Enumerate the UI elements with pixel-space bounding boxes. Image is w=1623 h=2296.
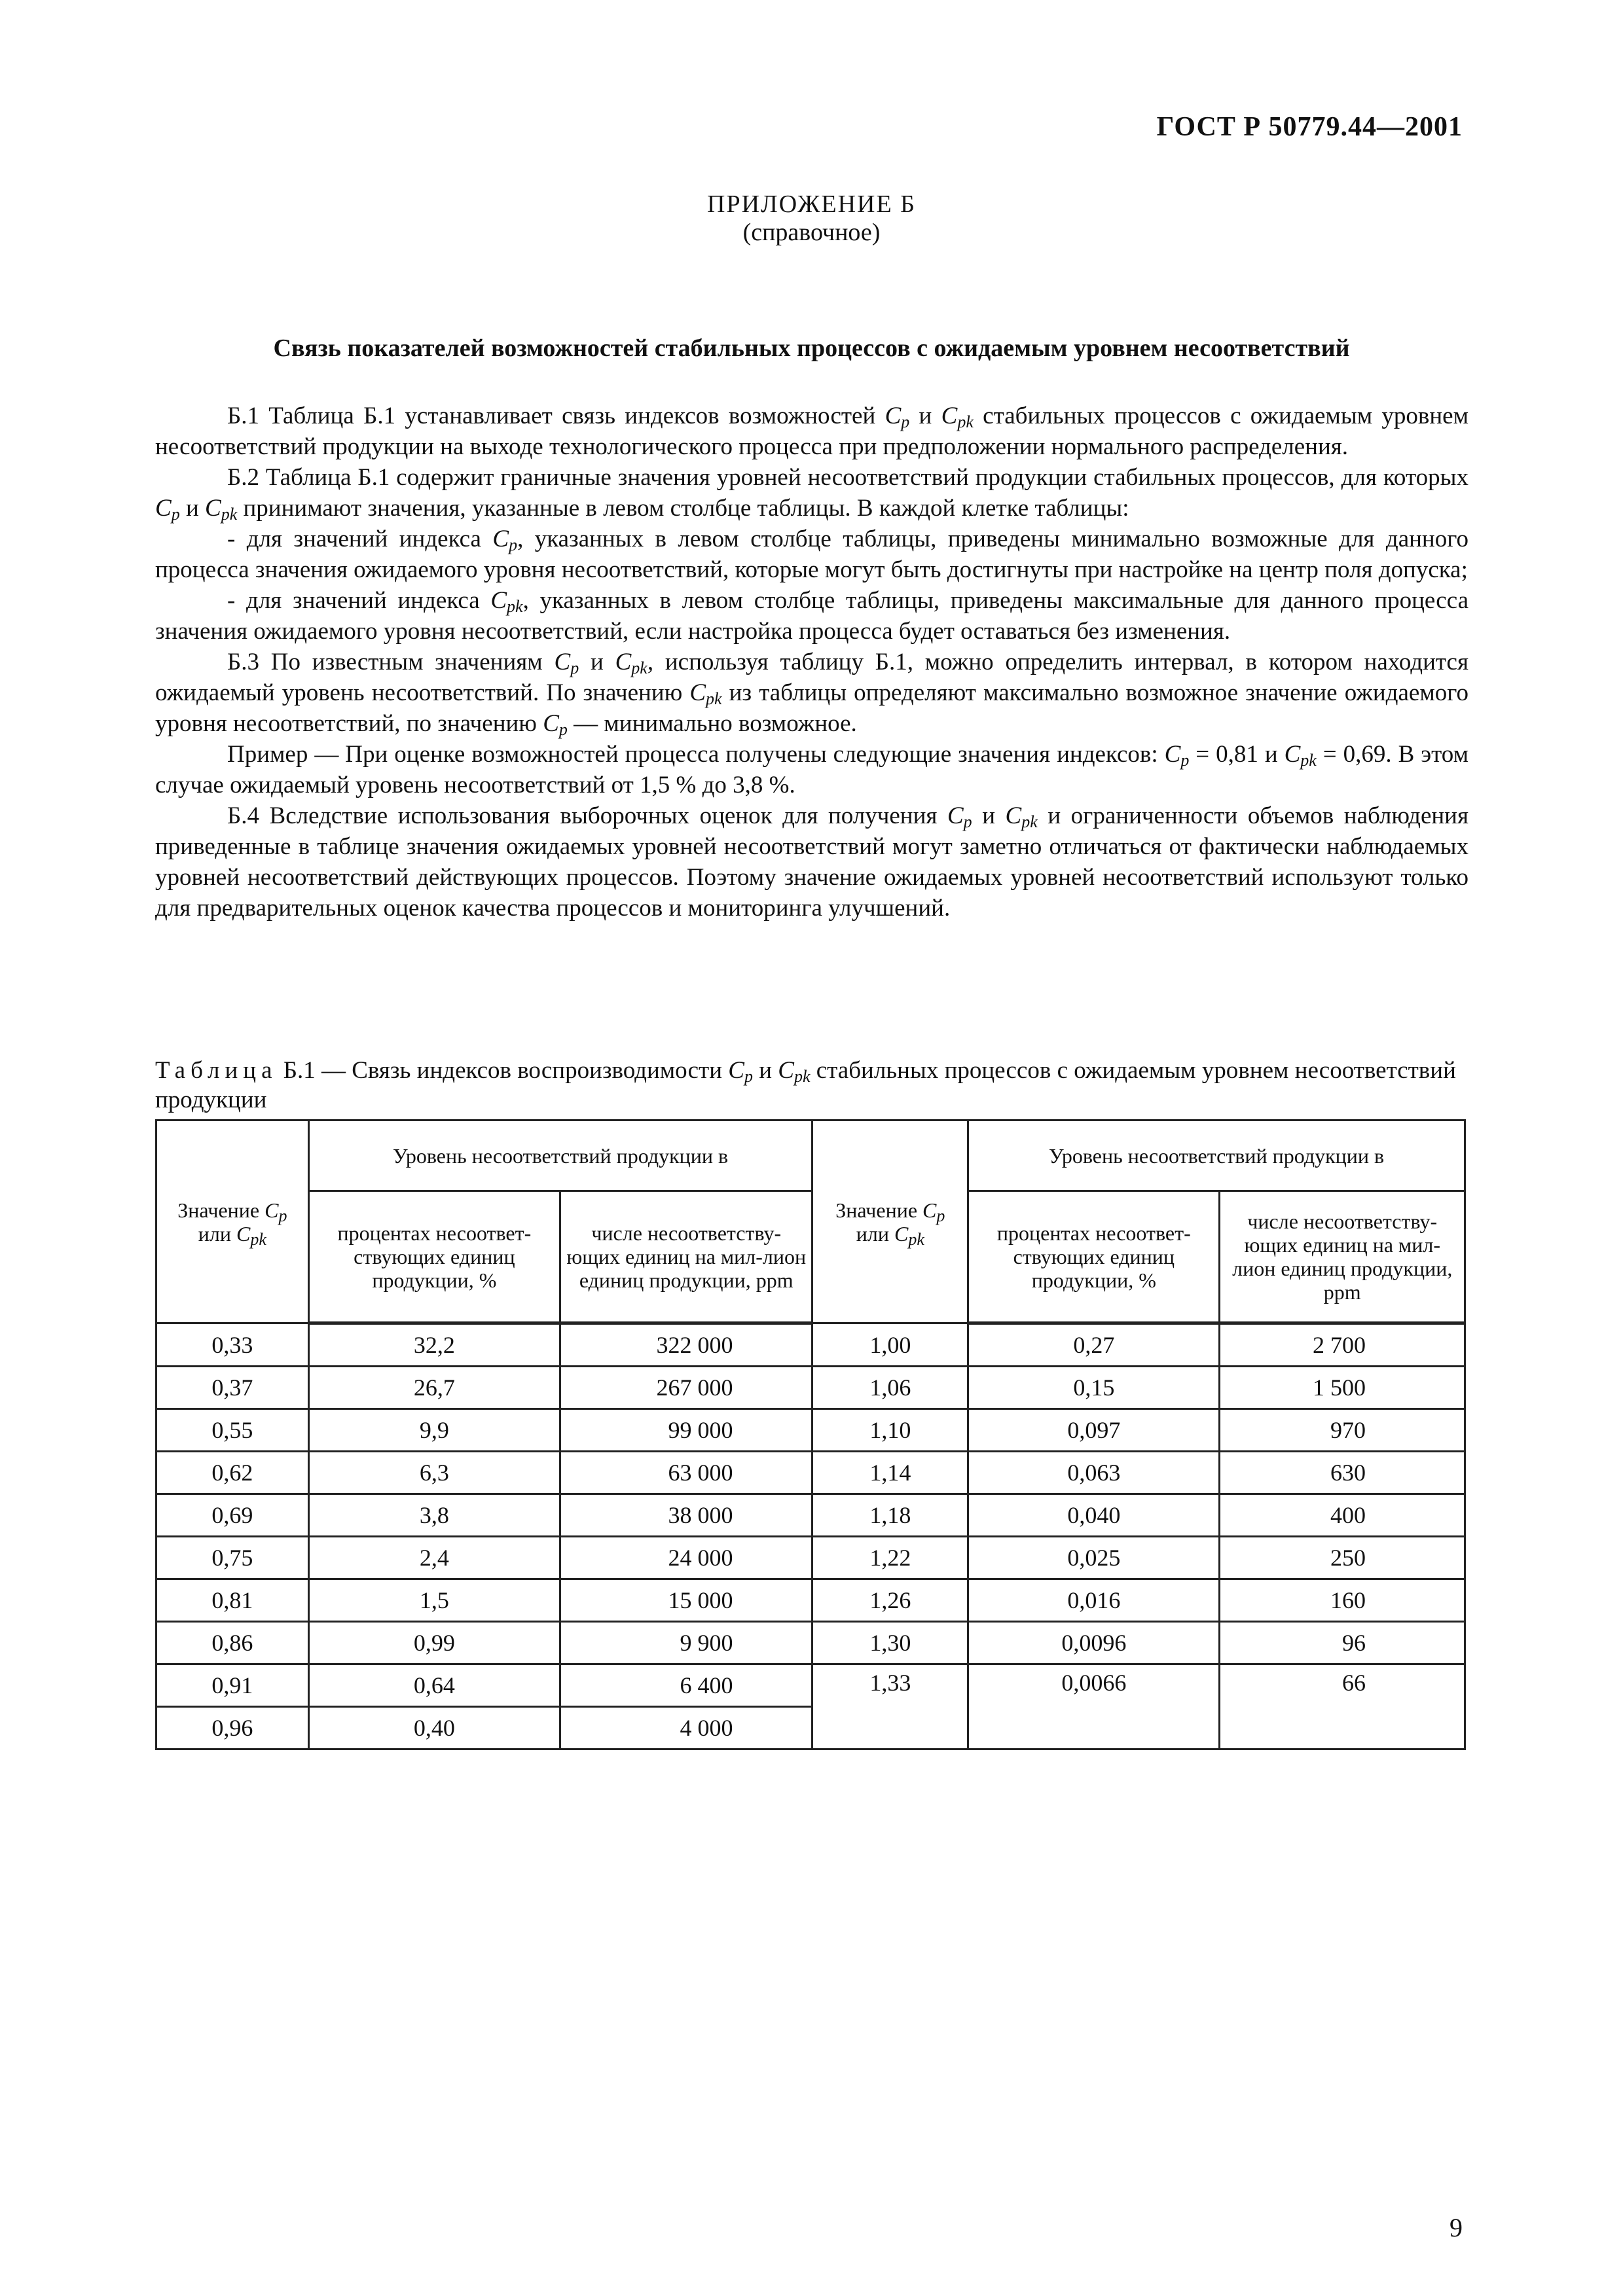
cell-value: 0,69	[156, 1494, 309, 1537]
table-row	[156, 1323, 1465, 1367]
list-item-cp: - для значений индекса $C_p$, указанных в левом столбце таблицы, приведены минимально возможные для данного процесса значения ожидаемого уровня несоответствий, которые могут быть достигнуты при настройке на центр поля допуска;	[155, 526, 1468, 583]
table-row	[156, 1579, 1465, 1622]
header-percent-left: процентах несоответ-ствующих единиц продукции, %	[308, 1191, 560, 1323]
paragraph-example: Пример — При оценке возможностей процесса получены следующие значения индексов: $C_p = 0,81$ и $C_{pk} = 0,69$. В этом случае ожидаемый уровень несоответствий от 1,5 % до 3,8 %.	[155, 741, 1469, 798]
cell-ppm: 2 700	[1220, 1323, 1465, 1367]
cell-value: 0,37	[156, 1367, 309, 1409]
cell-percent: 6,3	[308, 1452, 560, 1494]
cell-value: 1,18	[812, 1494, 968, 1537]
cell-ppm: 630	[1220, 1452, 1465, 1494]
page-number: 9	[1450, 2213, 1463, 2242]
cell-percent: 2,4	[308, 1537, 560, 1579]
header-value-left: Значение $C_p$ или $C_{pk}$	[156, 1121, 309, 1323]
cell-ppm: 63 000	[560, 1452, 812, 1494]
cell-value: 1,30	[812, 1622, 968, 1664]
cell-percent: 0,097	[968, 1409, 1220, 1452]
symbol-cpk: $C_{pk}$	[490, 587, 523, 616]
symbol-cpk: $C_{pk}$	[941, 403, 974, 431]
cell-ppm: 400	[1220, 1494, 1465, 1537]
cell-value: 0,86	[156, 1622, 309, 1664]
cell-value: 1,26	[812, 1579, 968, 1622]
symbol-cp: $C_p$	[884, 403, 910, 431]
paragraph-b3: Б.3 По известным значениям $C_p$ и $C_{pk}$, используя таблицу Б.1, можно определить интервал, в котором находится ожидаемый уровень несоответствий. По значению $C_{pk}$ из таблицы определяют максимально возможное значение ожидаемого уровня несоответствий, по значению $C_p$ — минимально возможное.	[155, 649, 1468, 739]
document-standard-number: ГОСТ Р 50779.44—2001	[1156, 112, 1463, 142]
cell-percent: 0,040	[968, 1494, 1220, 1537]
table-caption: Таблица Б.1 — Связь индексов воспроизводимости $C_p$ и $C_{pk}$ стабильных процессов с ожидаемым уровнем несоответствий продукции	[155, 1057, 1456, 1113]
body-text	[155, 401, 1468, 924]
cell-value: 1,06	[812, 1367, 968, 1409]
symbol-cp: $C_p$	[947, 802, 972, 831]
symbol-cp: $C_p$	[543, 710, 568, 739]
cell-value: 1,14	[812, 1452, 968, 1494]
cell-ppm: 160	[1220, 1579, 1465, 1622]
appendix-title: ПРИЛОЖЕНИЕ Б	[707, 190, 916, 218]
header-ppm-left: числе несоответству-ющих единиц на мил-лион единиц продукции, ppm	[560, 1191, 812, 1323]
symbol-cpk: $C_{pk}$	[689, 679, 722, 708]
header-value-right: Значение $C_p$ или $C_{pk}$	[812, 1121, 968, 1323]
symbol-cpk: $C_{pk}$	[778, 1057, 811, 1086]
symbol-cpk: $C_{pk}$	[1284, 741, 1317, 770]
cell-percent: 0,27	[968, 1323, 1220, 1367]
paragraph-b1: Б.1 Таблица Б.1 устанавливает связь индексов возможностей $C_p$ и $C_{pk}$ стабильных процессов с ожидаемым уровнем несоответствий продукции на выходе технологического процесса при предположении нормального распределения.	[155, 403, 1469, 460]
cell-percent: 3,8	[308, 1494, 560, 1537]
cell-value: 0,55	[156, 1409, 309, 1452]
cell-ppm: 66	[1220, 1664, 1465, 1749]
table-row	[156, 1494, 1465, 1537]
cell-ppm: 99 000	[560, 1409, 812, 1452]
cell-ppm: 267 000	[560, 1367, 812, 1409]
cell-ppm: 970	[1220, 1409, 1465, 1452]
cell-percent: 32,2	[308, 1323, 560, 1367]
cell-percent: 0,016	[968, 1579, 1220, 1622]
cell-ppm: 6 400	[560, 1664, 812, 1707]
symbol-cp: $C_p$	[155, 495, 180, 524]
cell-percent: 1,5	[308, 1579, 560, 1622]
cell-percent: 0,15	[968, 1367, 1220, 1409]
table-row	[156, 1367, 1465, 1409]
symbol-cp: $C_p$	[554, 649, 579, 677]
symbol-cp: $C_p$	[492, 526, 518, 554]
symbol-cpk: $C_{pk}$	[615, 649, 647, 677]
cell-value: 0,91	[156, 1664, 309, 1707]
cell-percent: 9,9	[308, 1409, 560, 1452]
symbol-cpk: $C_{pk}$	[1005, 802, 1038, 831]
cell-percent: 0,99	[308, 1622, 560, 1664]
symbol-cp: $C_p$	[728, 1057, 753, 1086]
table-row	[156, 1664, 1465, 1707]
symbol-cp: $C_p$	[1164, 741, 1190, 770]
list-item-cpk: - для значений индекса $C_{pk}$, указанных в левом столбце таблицы, приведены максимальные для данного процесса значения ожидаемого уровня несоответствий, если настройка процесса будет оставаться без изменения.	[155, 587, 1468, 645]
cell-ppm: 9 900	[560, 1622, 812, 1664]
table-row	[156, 1622, 1465, 1664]
section-title: Связь показателей возможностей стабильных процессов с ожидаемым уровнем несоответствий	[273, 334, 1350, 362]
appendix-subtitle: (справочное)	[742, 219, 881, 246]
cell-ppm: 1 500	[1220, 1367, 1465, 1409]
cell-ppm: 96	[1220, 1622, 1465, 1664]
cell-value: 0,96	[156, 1707, 309, 1749]
cell-value: 0,75	[156, 1537, 309, 1579]
symbol-cpk: $C_{pk}$	[205, 495, 238, 524]
cell-ppm: 250	[1220, 1537, 1465, 1579]
cell-value: 0,81	[156, 1579, 309, 1622]
cell-percent: 0,025	[968, 1537, 1220, 1579]
cell-ppm: 4 000	[560, 1707, 812, 1749]
header-level-left: Уровень несоответствий продукции в	[308, 1121, 812, 1191]
cell-value: 1,10	[812, 1409, 968, 1452]
cell-percent: 0,0096	[968, 1622, 1220, 1664]
cell-percent: 26,7	[308, 1367, 560, 1409]
cell-percent: 0,063	[968, 1452, 1220, 1494]
header-level-right: Уровень несоответствий продукции в	[968, 1121, 1465, 1191]
table-row	[156, 1409, 1465, 1452]
cell-ppm: 24 000	[560, 1537, 812, 1579]
cell-percent: 0,64	[308, 1664, 560, 1707]
table-row	[156, 1537, 1465, 1579]
header-percent-right: процентах несоответ-ствующих единиц продукции, %	[968, 1191, 1220, 1323]
table-row	[156, 1452, 1465, 1494]
cell-ppm: 322 000	[560, 1323, 812, 1367]
cell-value: 1,00	[812, 1323, 968, 1367]
paragraph-b2: Б.2 Таблица Б.1 содержит граничные значения уровней несоответствий продукции стабильных процессов, для которых $C_p$ и $C_{pk}$ принимают значения, указанные в левом столбце таблицы. В каждой клетке таблицы:	[155, 464, 1468, 524]
paragraph-b4: Б.4 Вследствие использования выборочных оценок для получения $C_p$ и $C_{pk}$ и ограниченности объемов наблюдения приведенные в таблице значения ожидаемых уровней несоответствий могут заметно отличаться от фактически наблюдаемых уровней несоответствий действующих процессов. Поэтому значение ожидаемых уровней несоответствий используют только для предварительных оценок качества процессов и мониторинга улучшений.	[155, 802, 1468, 922]
cell-ppm: 38 000	[560, 1494, 812, 1537]
cell-ppm: 15 000	[560, 1579, 812, 1622]
nonconformity-table	[155, 1119, 1466, 1750]
cell-percent: 0,40	[308, 1707, 560, 1749]
cell-percent: 0,0066	[968, 1664, 1220, 1749]
header-ppm-right: числе несоответству-ющих единиц на мил-лион единиц продукции, ppm	[1220, 1191, 1465, 1323]
cell-value: 0,62	[156, 1452, 309, 1494]
cell-value: 0,33	[156, 1323, 309, 1367]
cell-value: 1,22	[812, 1537, 968, 1579]
cell-value: 1,33	[812, 1664, 968, 1749]
